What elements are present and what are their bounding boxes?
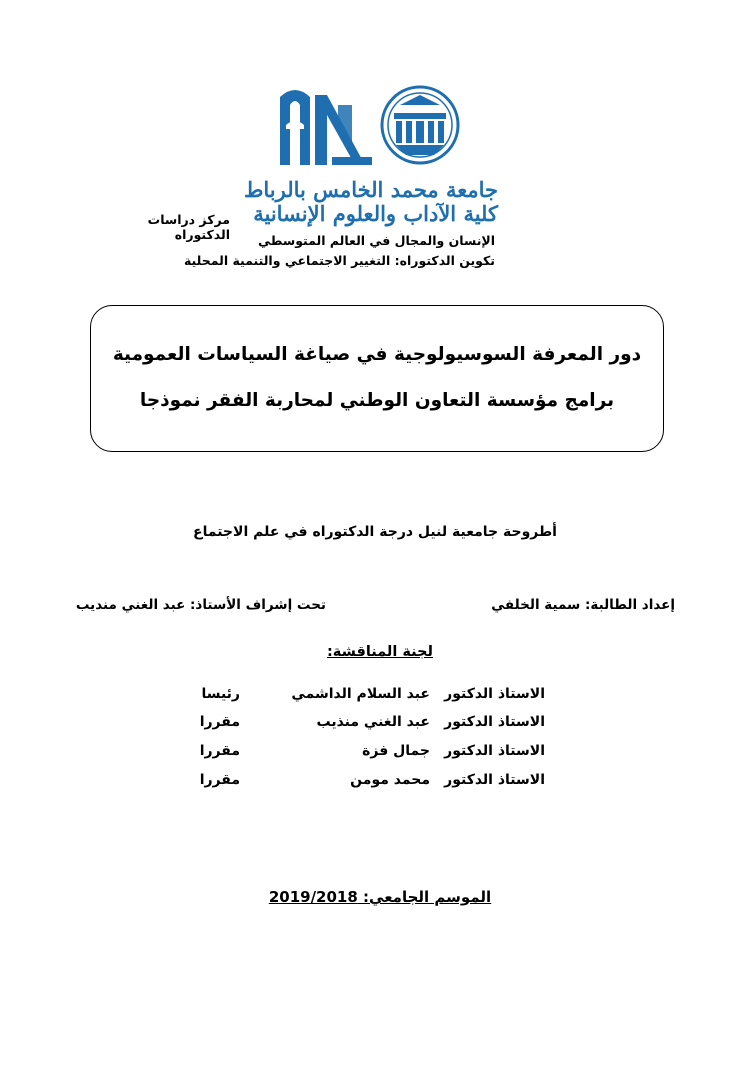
member-name: عبد السلام الداشمي — [291, 686, 430, 702]
supervisor-label: تحت إشراف الأستاذ: عبد الغني منديب — [75, 597, 326, 613]
committee-row — [0, 772, 750, 796]
committee-row — [0, 686, 750, 710]
member-role: رئيسا — [201, 686, 240, 702]
logo-faculty-name: كلية الآداب والعلوم الإنسانية — [253, 201, 498, 226]
thesis-title-box — [90, 305, 664, 452]
logo-emblem-icon — [270, 85, 510, 177]
member-title: الاستاذ الدكتور — [444, 714, 545, 730]
academic-year: الموسم الجامعي: 2019/2018 — [268, 888, 492, 906]
member-role: مقررا — [199, 772, 240, 788]
member-title: الاستاذ الدكتور — [444, 743, 545, 759]
training-label: تكوين الدكتوراه: التغيير الاجتماعي والتنمية المحلية — [183, 253, 495, 268]
member-name: محمد مومن — [350, 772, 430, 788]
doctoral-center-label: مركز دراسات الدكتوراه — [147, 212, 230, 242]
thesis-statement: أطروحة جامعية لنيل درجة الدكتوراه في علم الاجتماع — [193, 524, 557, 540]
member-name: عبد الغني منذيب — [316, 714, 430, 730]
committee-row — [0, 743, 750, 767]
university-logo — [243, 85, 510, 226]
member-role: مقررا — [199, 743, 240, 759]
student-label: إعداد الطالبة: سمية الخلفي — [491, 597, 675, 613]
thesis-title-line-2: برامج مؤسسة التعاون الوطني لمحاربة الفقر نموذجا — [139, 390, 615, 411]
member-name: جمال فزة — [362, 743, 430, 759]
member-role: مقررا — [199, 714, 240, 730]
thesis-title-line-1: دور المعرفة السوسيولوجية في صياغة السياسات العمومية — [112, 344, 642, 365]
committee-heading: لجنة المناقشة: — [327, 644, 433, 660]
member-title: الاستاذ الدكتور — [444, 772, 545, 788]
program-label: الإنسان والمجال في العالم المتوسطي — [258, 233, 495, 248]
logo-university-name: جامعة محمد الخامس بالرباط — [243, 177, 498, 202]
committee-row — [0, 714, 750, 738]
member-title: الاستاذ الدكتور — [444, 686, 545, 702]
